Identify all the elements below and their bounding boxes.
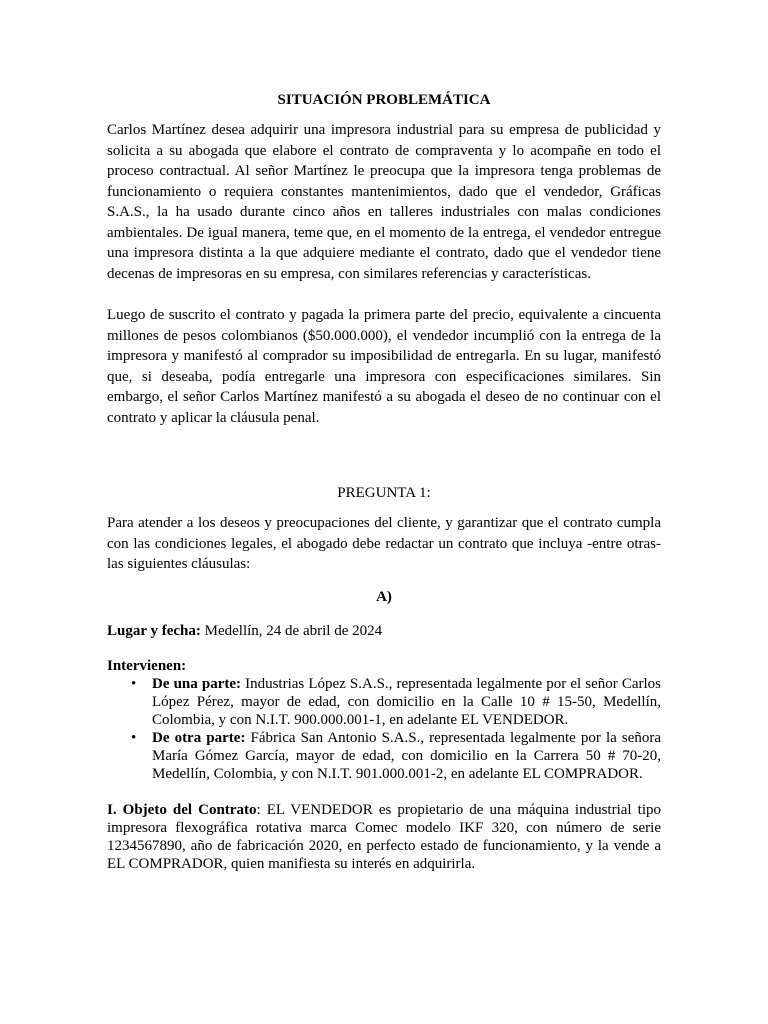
party1-text: Industrias López S.A.S., representada legalmente por el señor Carlos López Pérez, mayor de edad, con domicilio en la Calle 10 # 15-50, Medellín, Colombia, y con N.I.T. 900.000.001-1, en adelante EL VENDEDOR. (152, 675, 661, 728)
party1-label: De una parte: (152, 675, 241, 692)
place-date-line (107, 621, 661, 641)
paragraph-spacer (107, 284, 661, 305)
document-title: SITUACIÓN PROBLEMÁTICA (277, 92, 491, 108)
list-item (131, 675, 661, 729)
intervienen-heading: Intervienen: (107, 657, 187, 674)
list-item (131, 729, 662, 783)
question-heading: PREGUNTA 1: (337, 485, 431, 501)
situation-paragraph-1: Carlos Martínez desea adquirir una impresora industrial para su empresa de publicidad y solicita a su abogada que elabore el contrato de compraventa y lo acompañe en todo el proceso contractual. Al señor Martínez le preocupa que la impresora tenga problemas de funcionamiento o requiera constantes mantenimientos, dado que el vendedor, Gráficas S.A.S., la ha usado durante cinco años en talleres industriales con malas condiciones ambientales. De igual manera, teme que, en el momento de la entrega, el vendedor entregue una impresora distinta a la que adquiere mediante el contrato, dado que el vendedor tiene decenas de impresoras en su empresa, con similares referencias y características. (107, 122, 661, 282)
section-letter: A) (376, 588, 392, 605)
question-text: Para atender a los deseos y preocupaciones del cliente, y garantizar que el contrato cumpla con las condiciones legales, el abogado debe redactar un contrato que incluya -entre otras- las siguientes cláusulas: (107, 515, 661, 572)
bullet-icon: • (131, 729, 137, 746)
place-date-value: Medellín, 24 de abril de 2024 (200, 622, 383, 639)
objeto-label: I. Objeto del Contrato (107, 801, 257, 818)
party2-text: Fábrica San Antonio S.A.S., representada legalmente por la señora María Gómez García, mayor de edad, con domicilio en la Carrera 50 # 70-20, Medellín, Colombia, y con N.I.T. 901.000.001-2, en adelante EL COMPRADOR. (152, 729, 662, 782)
parties-list (107, 675, 661, 783)
contract-object-clause (107, 801, 661, 873)
place-date-label: Lugar y fecha: (107, 622, 201, 639)
section-spacer (107, 428, 661, 483)
objeto-text: : EL VENDEDOR es propietario de una máquina industrial tipo impresora flexográfica rotativa marca Comec modelo IKF 320, con número de serie 1234567890, año de fabricación 2020, en perfecto estado de funcionamiento, y la vende a EL COMPRADOR, quien manifiesta su interés en adquirirla. (107, 801, 661, 872)
bullet-icon: • (131, 675, 137, 692)
party2-label: De otra parte: (152, 729, 246, 746)
situation-paragraph-2: Luego de suscrito el contrato y pagada la primera parte del precio, equivalente a cincuenta millones de pesos colombianos ($50.000.000), el vendedor incumplió con la entrega de la impresora y manifestó al comprador su imposibilidad de entregarla. En su lugar, manifestó que, si deseaba, podía entregarle una impresora con especificaciones similares. Sin embargo, el señor Carlos Martínez manifestó a su abogada el deseo de no continuar con el contrato y aplicar la cláusula penal. (107, 307, 661, 426)
